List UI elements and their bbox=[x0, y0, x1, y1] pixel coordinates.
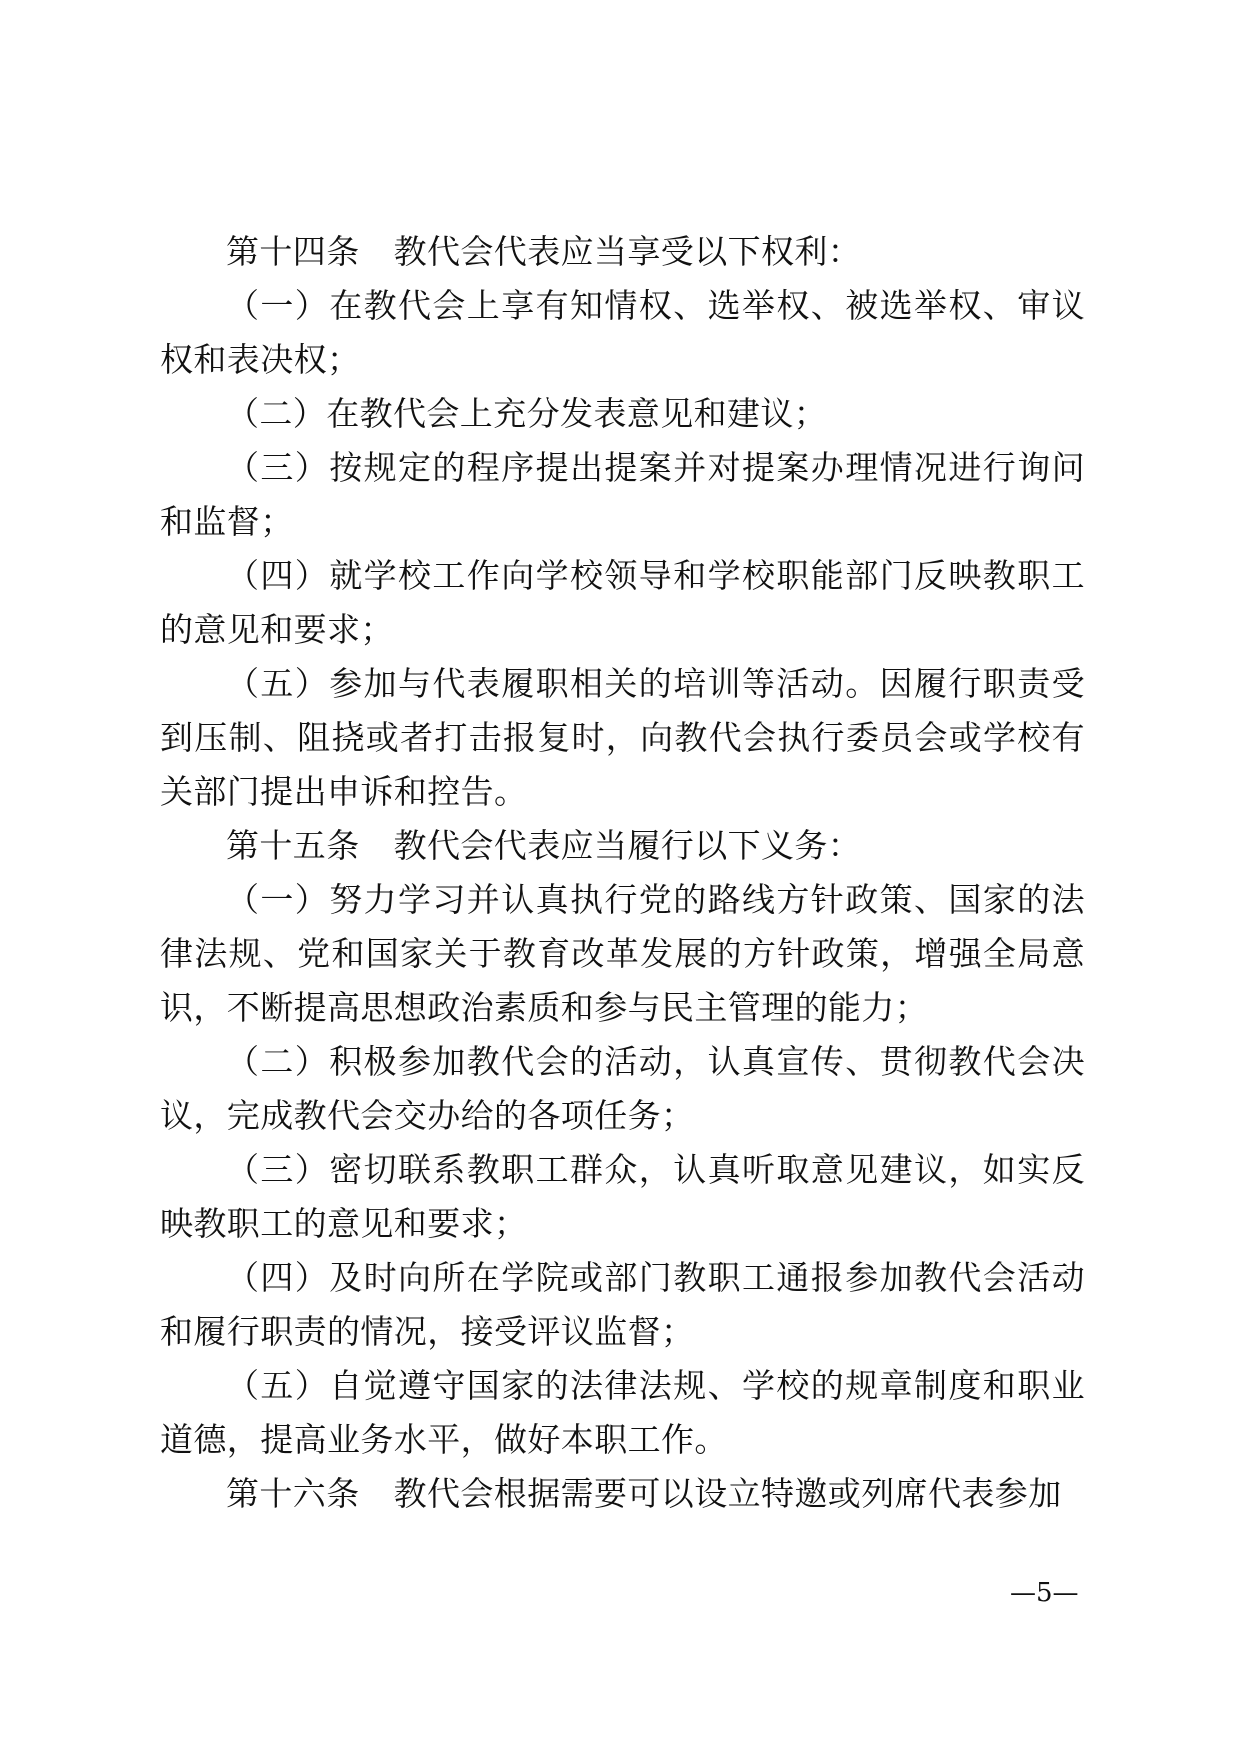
article-14-item-5: （五）参加与代表履职相关的培训等活动。因履行职责受到压制、阻挠或者打击报复时，向教代会执行委员会或学校有关部门提出申诉和控告。 bbox=[160, 664, 1085, 811]
article-15-item-2: （二）积极参加教代会的活动，认真宣传、贯彻教代会决议，完成教代会交办给的各项任务； bbox=[160, 1042, 1085, 1135]
article-14-heading bbox=[160, 225, 1085, 279]
article-14-item-3: （三）按规定的程序提出提案并对提案办理情况进行询问和监督； bbox=[160, 448, 1085, 541]
page-number: —5— bbox=[1010, 1578, 1079, 1608]
article-14-item-4: （四）就学校工作向学校领导和学校职能部门反映教职工的意见和要求； bbox=[160, 556, 1085, 649]
paragraph-text: 教代会代表应当履行以下义务： bbox=[393, 826, 862, 865]
paragraph-text: 教代会根据需要可以设立特邀或列席代表参加 bbox=[393, 1474, 1062, 1513]
article-14-item-2: （二）在教代会上充分发表意见和建议； bbox=[226, 394, 828, 433]
article-number: 第十五条 bbox=[226, 826, 360, 865]
article-number: 第十四条 bbox=[226, 232, 360, 271]
article-15-item-1: （一）努力学习并认真执行党的路线方针政策、国家的法律法规、党和国家关于教育改革发展的方针政策，增强全局意识，不断提高思想政治素质和参与民主管理的能力； bbox=[160, 880, 1085, 1027]
article-15-item-4: （四）及时向所在学院或部门教职工通报参加教代会活动和履行职责的情况，接受评议监督； bbox=[160, 1258, 1085, 1351]
document-body bbox=[160, 225, 1085, 1521]
article-16-heading bbox=[160, 1467, 1085, 1521]
article-15-item-5: （五）自觉遵守国家的法律法规、学校的规章制度和职业道德，提高业务水平，做好本职工作。 bbox=[160, 1366, 1085, 1459]
article-14-item-1: （一）在教代会上享有知情权、选举权、被选举权、审议权和表决权； bbox=[160, 286, 1085, 379]
article-15-heading bbox=[160, 819, 1085, 873]
article-15-item-3: （三）密切联系教职工群众，认真听取意见建议，如实反映教职工的意见和要求； bbox=[160, 1150, 1085, 1243]
article-number: 第十六条 bbox=[226, 1474, 360, 1513]
paragraph-text: 教代会代表应当享受以下权利： bbox=[393, 232, 862, 271]
